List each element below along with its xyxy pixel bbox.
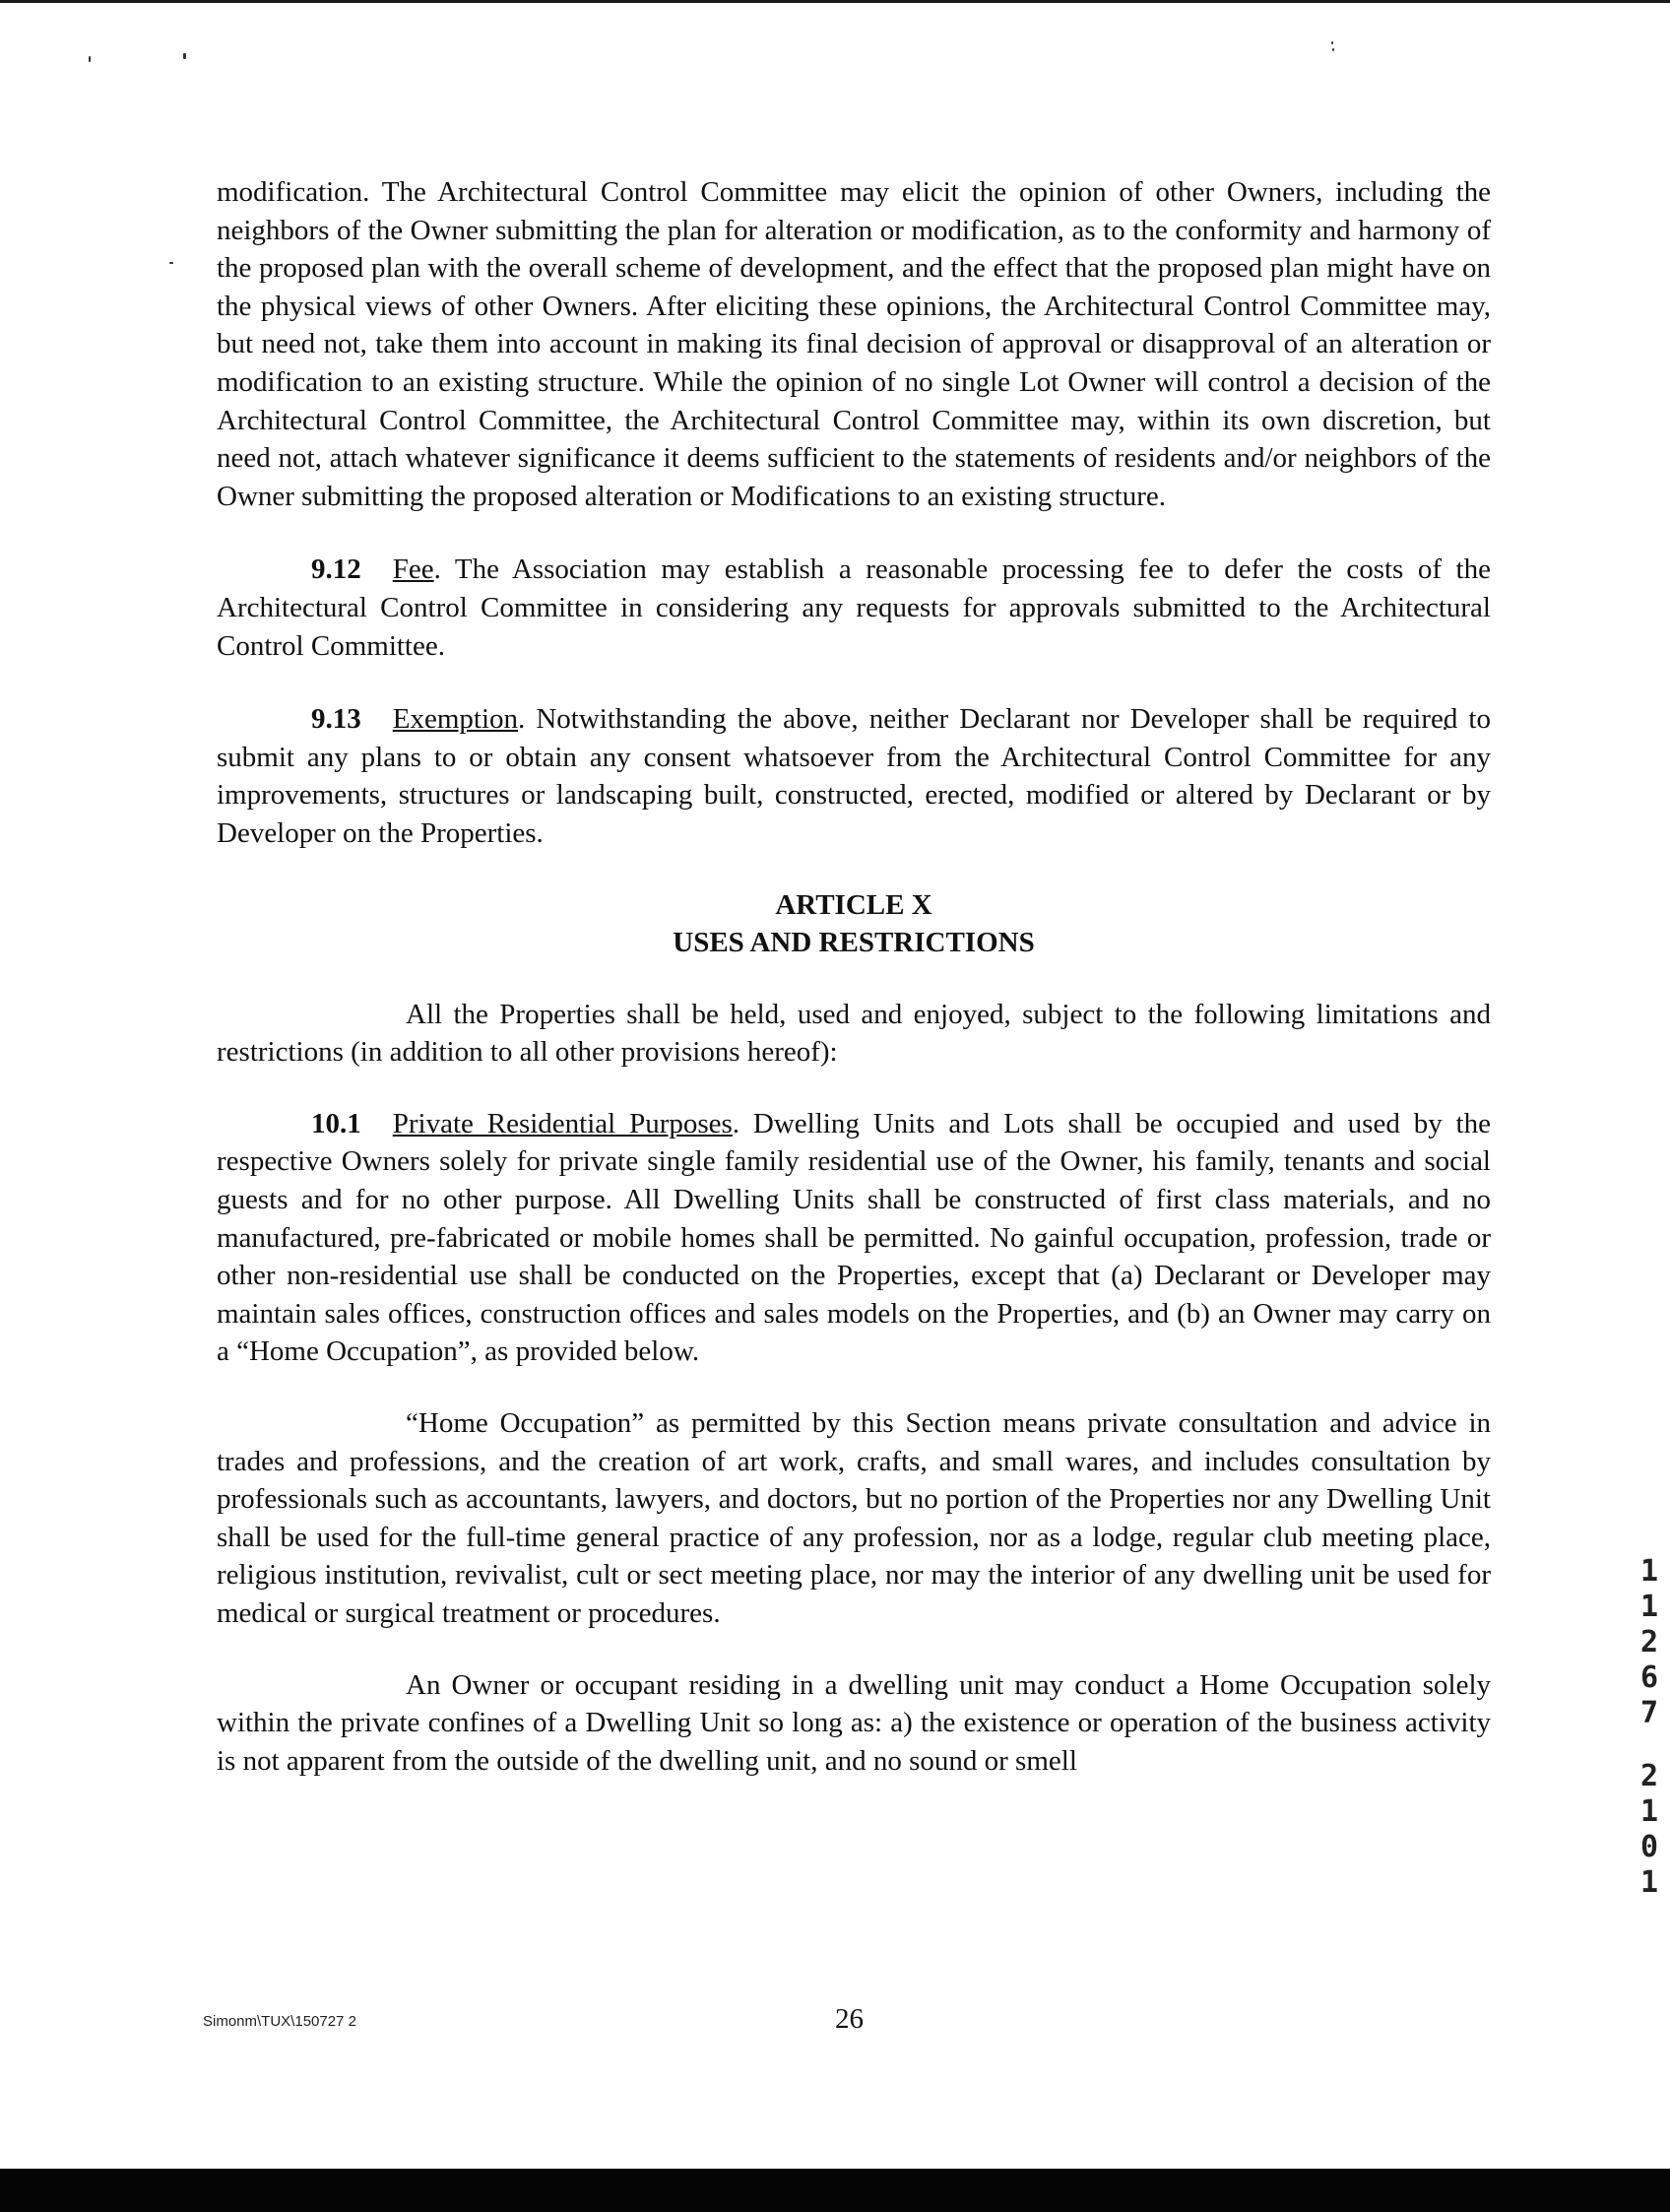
section-text: . The Association may establish a reasonable processing fee to defer the costs of the Architectural Control Committee in considering any requests for approvals submitted to the Architectural Control Committee. xyxy=(217,553,1491,662)
scan-top-edge xyxy=(0,0,1670,3)
scan-bottom-edge xyxy=(0,2169,1670,2212)
section-title: Fee xyxy=(392,553,434,586)
stamp-digit: 1 xyxy=(1639,1794,1659,1829)
section-number: 10.1 xyxy=(311,1107,361,1139)
section-number: 9.13 xyxy=(311,703,361,736)
section-title: Exemption xyxy=(392,703,519,736)
section-9-13 xyxy=(217,700,1491,852)
scan-speck xyxy=(183,53,186,59)
section-9-12 xyxy=(217,551,1491,665)
scan-speck xyxy=(1332,48,1334,51)
stamp-digit: 1 xyxy=(1639,1590,1659,1624)
stamp-digit: 1 xyxy=(1639,1865,1659,1900)
margin-recording-stamp xyxy=(1638,1554,1660,1901)
stamp-digit: 0 xyxy=(1639,1830,1659,1864)
article-number: ARTICLE X xyxy=(775,888,932,921)
document-body xyxy=(217,173,1491,1780)
section-text: . Dwelling Units and Lots shall be occupied and used by the respective Owners solely for private single family residential use of the Owner, his family, tenants and social guests and for no other purpose. All Dwelling Units shall be constructed of first class materials, and no manufactured, pre-fabricated or mobile homes shall be permitted. No gainful occupation, profession, trade or other non-residential use shall be conducted on the Properties, except that (a) Declarant or Developer may maintain sales offices, construction offices and sales models on the Properties, and (b) an Owner may carry on a “Home Occupation”, as provided below. xyxy=(217,1107,1491,1368)
all-properties-paragraph: All the Properties shall be held, used and enjoyed, subject to the following limitations and restrictions (in addition to all other provisions hereof): xyxy=(217,998,1491,1069)
section-text: . Notwithstanding the above, neither Declarant nor Developer shall be required to submit any plans to or obtain any consent whatsoever from the Architectural Control Committee for any improvements, structures or landscaping built, constructed, erected, modified or altered by Declarant or by Developer on the Properties. xyxy=(217,703,1491,849)
section-10-1 xyxy=(217,1105,1491,1371)
page-number: 26 xyxy=(835,2003,864,2035)
footer-doc-code: Simonm\TUX\150727 2 xyxy=(203,2013,356,2030)
stamp-digit: 6 xyxy=(1639,1660,1659,1695)
intro-paragraph: modification. The Architectural Control Committee may elicit the opinion of other Owners, including the neighbors of the Owner submitting the plan for alteration or modification, as to the conformity and harmony of the proposed plan with the overall scheme of development, and the effect that the proposed plan might have on the physical views of other Owners. After eliciting these opinions, the Architectural Control Committee may, but need not, take them into account in making its final decision of approval or disapproval of an alteration or modification to an existing structure. While the opinion of no single Lot Owner will control a decision of the Architectural Control Committee, the Architectural Control Committee may, within its own discretion, but need not, attach whatever significance it deems sufficient to the statements of residents and/or neighbors of the Owner submitting the proposed alteration or Modifications to an existing structure. xyxy=(217,176,1491,512)
scan-speck xyxy=(1331,41,1333,44)
scan-speck xyxy=(89,56,91,62)
stamp-digit: 2 xyxy=(1639,1625,1659,1659)
owner-occupant-paragraph: An Owner or occupant residing in a dwelling unit may conduct a Home Occupation solely within the private confines of a Dwelling Unit so long as: a) the existence or operation of the business activity is not apparent from the outside of the dwelling unit, and no sound or smell xyxy=(217,1668,1491,1777)
article-title: USES AND RESTRICTIONS xyxy=(673,927,1035,959)
article-heading xyxy=(217,886,1491,962)
stamp-digit: 7 xyxy=(1639,1696,1659,1730)
stamp-digit: 2 xyxy=(1639,1759,1659,1793)
section-title: Private Residential Purposes xyxy=(392,1107,733,1139)
stamp-digit: 1 xyxy=(1639,1554,1659,1589)
scan-speck xyxy=(169,262,173,264)
home-occupation-paragraph: “Home Occupation” as permitted by this Section means private consultation and advice in trades and professions, and the creation of art work, crafts, and small wares, and includes consultation by professionals such as accountants, lawyers, and doctors, but no portion of the Properties nor any Dwelling Unit shall be used for the full-time general practice of any profession, nor as a lodge, regular club meeting place, religious institution, revivalist, cult or sect meeting place, nor may the interior of any dwelling unit be used for medical or surgical treatment or procedures. xyxy=(217,1407,1491,1629)
section-number: 9.12 xyxy=(311,553,361,586)
